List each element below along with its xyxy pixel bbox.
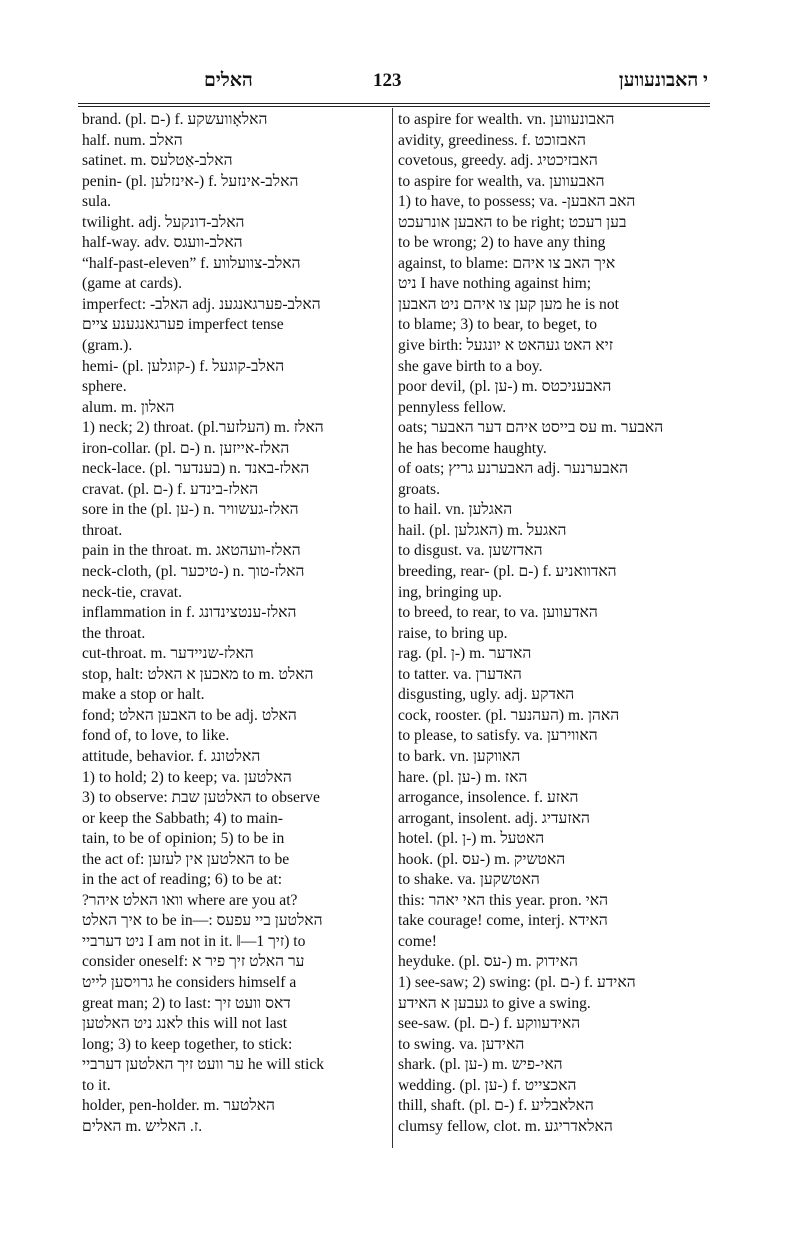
dictionary-line: holder, pen-holder. m. האלטער [82, 1097, 275, 1115]
dictionary-line: give birth: זיא האט געהאט א יונגעל [398, 337, 614, 355]
dictionary-line: to it. [82, 1076, 111, 1094]
dictionary-line: האלים m. ז. האליש. [82, 1117, 203, 1135]
dictionary-line: to swing. va. האידען [398, 1035, 525, 1053]
page-number: 123 [373, 70, 402, 91]
dictionary-line: in the act of reading; 6) to be at: [82, 871, 283, 889]
dictionary-line: ער וועט זיך האלטען דערביי he will stick [82, 1056, 325, 1074]
dictionary-line: the act of: האלטען אין לעזען to be [82, 850, 290, 868]
dictionary-line: poor devil, (pl. ען-) m. האבעניכטס [398, 378, 612, 396]
dictionary-line: this: האי יאהר this year. pron. האי [398, 891, 609, 909]
dictionary-line: of oats; האבערנע גריץ adj. האבערנער [398, 460, 629, 478]
dictionary-line: come! [398, 932, 437, 950]
dictionary-line: the throat. [82, 624, 146, 642]
dictionary-line: pennyless fellow. [398, 398, 507, 416]
dictionary-line: arrogant, insolent. adj. האזעדיג [398, 809, 591, 827]
header-rule-2 [78, 106, 710, 107]
header-rule [78, 103, 710, 104]
dictionary-line: great man; 2) to last: דאס וועט זיך [82, 994, 291, 1012]
dictionary-line: (gram.). [82, 337, 133, 355]
dictionary-line: ?וואו האלט איהר where are you at? [82, 891, 298, 909]
dictionary-line: 1) see-saw; 2) swing: (pl. ם-) f. האידע [398, 973, 636, 991]
dictionary-line: to please, to satisfy. va. האווירען [398, 727, 598, 745]
dictionary-line: attitude, behavior. f. האלטונג [82, 747, 261, 765]
dictionary-line: consider oneself: ער האלט זיך פיר א [82, 953, 305, 971]
dictionary-line: satinet. m. האלב-אַטלעס [82, 152, 233, 170]
dictionary-line: half. num. האלב [82, 131, 183, 149]
dictionary-line: 1) neck; 2) throat. (pl.העלזער) m. האלז [82, 419, 324, 437]
dictionary-line: throat. [82, 521, 123, 539]
dictionary-line: thill, shaft. (pl. ם-) f. האלאבליע [398, 1097, 594, 1115]
dictionary-line: איך האלט to be in—: האלטען ביי עפעס [82, 912, 323, 930]
dictionary-line: to disgust. va. האדזשען [398, 542, 543, 560]
dictionary-line: cock, rooster. (pl. העהנער) m. האהן [398, 706, 620, 724]
dictionary-line: neck-lace. (pl. בענדער) n. האלז-באנד [82, 460, 310, 478]
dictionary-line: 1) to hold; 2) to keep; va. האלטען [82, 768, 292, 786]
dictionary-line: sula. [82, 193, 112, 211]
dictionary-line: to aspire for wealth, va. האבעווען [398, 172, 605, 190]
dictionary-line: penin- (pl. אינזלען-) f. האלב-אינזעל [82, 172, 299, 190]
dictionary-line: oats; עס בייסט איהם דער האבער m. האבער [398, 419, 664, 437]
page-header [78, 70, 708, 96]
dictionary-line: alum. m. האלון [82, 398, 175, 416]
dictionary-line: stop, halt: מאכען א האלט to m. האלט [82, 665, 314, 683]
dictionary-line: against, to blame: איך האב צו איהם [398, 254, 616, 272]
dictionary-line: breeding, rear- (pl. ם-) f. האדוואניע [398, 563, 617, 581]
dictionary-line: 3) to observe: האלטען שבת to observe [82, 789, 320, 807]
dictionary-line: hare. (pl. ען-) m. האז [398, 768, 528, 786]
dictionary-line: hook. (pl. עס-) m. האטשיק [398, 850, 566, 868]
running-head-right: י האבונעווען [618, 70, 708, 91]
dictionary-line: געבען א האידע to give a swing. [398, 994, 591, 1012]
dictionary-line: ing, bringing up. [398, 583, 502, 601]
dictionary-line: covetous, greedy. adj. האבזיכטיג [398, 152, 598, 170]
dictionary-line: (game at cards). [82, 275, 183, 293]
dictionary-line: arrogance, insolence. f. האזע [398, 789, 579, 807]
dictionary-line: ניט I have nothing against him; [398, 275, 592, 293]
dictionary-line: clumsy fellow, clot. m. האלאדריגע [398, 1117, 613, 1135]
dictionary-line: neck-cloth, (pl. טיכער-) n. האלז-טוך [82, 563, 305, 581]
dictionary-line: or keep the Sabbath; 4) to main- [82, 809, 283, 827]
dictionary-line: rag. (pl. ן-) m. האדער [398, 645, 532, 663]
dictionary-line: pain in the throat. m. האלז-וועהטאג [82, 542, 301, 560]
dictionary-line: imperfect: -האלב adj. האלב-פערגאנגענ [82, 295, 321, 313]
dictionary-line: shark. (pl. ען-) m. האי-פיש [398, 1056, 563, 1074]
dictionary-line: fond of, to love, to like. [82, 727, 230, 745]
dictionary-line: iron-collar. (pl. ם-) n. האלז-אייזען [82, 439, 290, 457]
dictionary-line: לאנג ניט האלטען this will not last [82, 1015, 288, 1033]
dictionary-line: “half-past-eleven” f. האלב-צוועלווע [82, 254, 301, 272]
dictionary-line: disgusting, ugly. adj. האדקע [398, 686, 575, 704]
dictionary-line: to aspire for wealth. vn. האבונעווען [398, 111, 615, 128]
dictionary-line: to blame; 3) to bear, to beget, to [398, 316, 598, 334]
dictionary-line: האבען אונרעכט to be right; בען רעכט [398, 213, 627, 231]
dictionary-line: heyduke. (pl. עס-) m. האידוק [398, 953, 578, 971]
dictionary-line: tain, to be of opinion; 5) to be in [82, 830, 285, 848]
dictionary-line: sore in the (pl. ען-) n. האלז-געשוויר [82, 501, 299, 519]
right-column [398, 110, 703, 1137]
dictionary-line: to bark. vn. האווקען [398, 747, 521, 765]
dictionary-line: to be wrong; 2) to have any thing [398, 234, 606, 252]
dictionary-line: see-saw. (pl. ם-) f. האידעווקע [398, 1015, 581, 1033]
dictionary-line: to hail. vn. האגלען [398, 501, 513, 519]
running-head-left: האלים [204, 70, 253, 91]
dictionary-line: she gave birth to a boy. [398, 357, 543, 375]
dictionary-line: גרויסען לייט he considers himself a [82, 973, 297, 991]
dictionary-line: fond; האבען האלט to be adj. האלט [82, 706, 297, 724]
left-column [82, 110, 387, 1137]
dictionary-line: avidity, greediness. f. האבזוכט [398, 131, 586, 149]
dictionary-line: cut-throat. m. האלז-שניידער [82, 645, 254, 663]
dictionary-line: to breed, to rear, to va. האדעווען [398, 604, 598, 622]
dictionary-line: make a stop or halt. [82, 686, 205, 704]
dictionary-line: מען קען צו איהם ניט האבען he is not [398, 295, 619, 313]
dictionary-line: hotel. (pl. ן-) m. האטעל [398, 830, 545, 848]
dictionary-line: groats. [398, 480, 441, 498]
dictionary-line: long; 3) to keep together, to stick: [82, 1035, 293, 1053]
dictionary-line: half-way. adv. האלב-וועגס [82, 234, 243, 252]
dictionary-line: 1) to have, to possess; va. -האב האבען [398, 193, 636, 211]
dictionary-line: take courage! come, interj. האידא [398, 912, 608, 930]
dictionary-line: inflammation in f. האלז-ענטצינדונג [82, 604, 297, 622]
dictionary-line: ניט דערביי I am not in it. ‖—זיך 1) to [82, 932, 306, 950]
dictionary-line: wedding. (pl. ען-) f. האכצייט [398, 1076, 577, 1094]
dictionary-line: cravat. (pl. ם-) f. האלז-בינדע [82, 480, 259, 498]
dictionary-line: to shake. va. האטשקען [398, 871, 540, 889]
dictionary-line: neck-tie, cravat. [82, 583, 182, 601]
dictionary-line: hail. (pl. האגלען) m. האגעל [398, 521, 567, 539]
column-divider [392, 108, 393, 1148]
dictionary-line: brand. (pl. ם-) f. האלאָוועשקע [82, 111, 268, 128]
dictionary-line: פערגאנגענע ציים imperfect tense [82, 316, 284, 334]
dictionary-line: hemi- (pl. קוגלען-) f. האלב-קוגעל [82, 357, 285, 375]
dictionary-line: sphere. [82, 378, 127, 396]
dictionary-line: twilight. adj. האלב-דונקעל [82, 213, 245, 231]
dictionary-line: to tatter. va. האדערן [398, 665, 522, 683]
dictionary-line: he has become haughty. [398, 439, 547, 457]
dictionary-line: raise, to bring up. [398, 624, 508, 642]
